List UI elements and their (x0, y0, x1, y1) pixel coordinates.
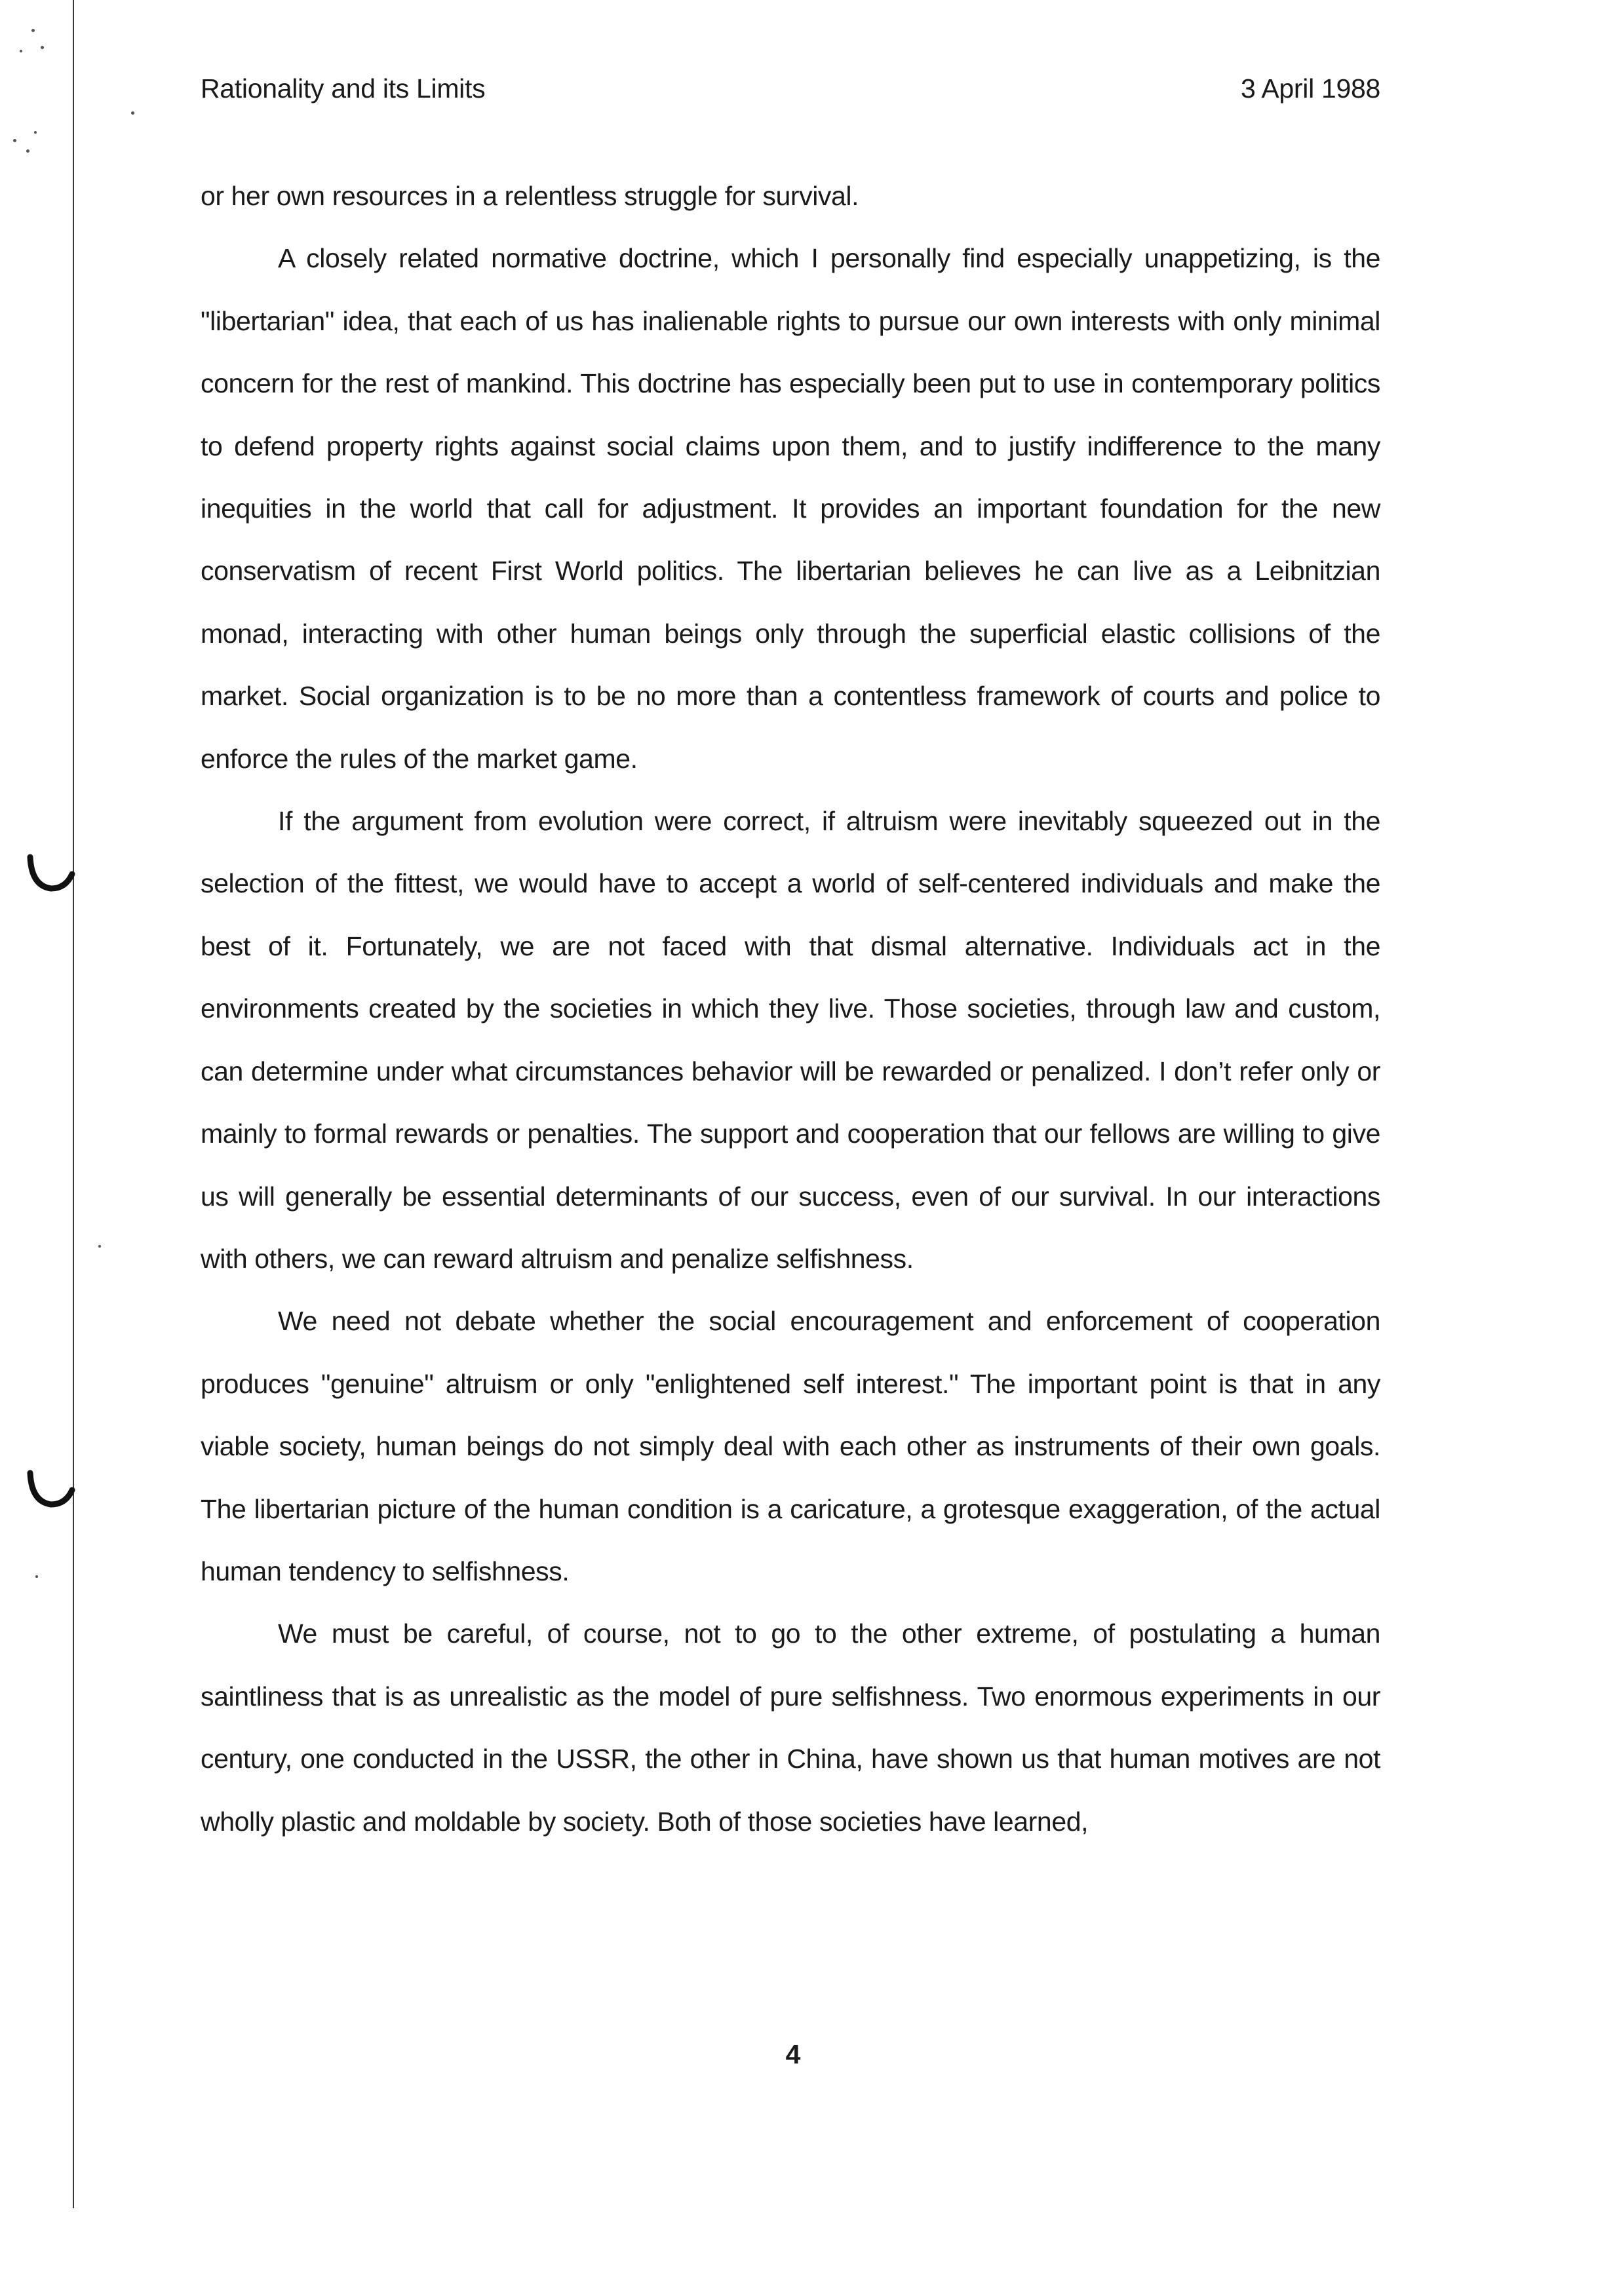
body-text (201, 165, 1380, 1853)
scan-speck (20, 50, 22, 52)
document-title: Rationality and its Limits (201, 73, 486, 104)
paragraph: If the argument from evolution were correct, if altruism were inevitably squeezed out in the selection of the fittest, we would have to accept a world of self-centered individuals and make the best of it. Fortunately, we are not faced with that dismal alternative. Individuals act in the environments created by the societies in which they live. Those societies, through law and custom, can determine under what circumstances behavior will be rewarded or penalized. I don’t refer only or mainly to formal rewards or penalties. The support and cooperation that our fellows are willing to give us will generally be essential determinants of our success, even of our survival. In our interactions with others, we can reward altruism and penalize selfishness. (201, 806, 1380, 1274)
scan-speck (34, 131, 37, 134)
scan-speck (131, 111, 134, 115)
scan-speck (13, 139, 16, 142)
paragraph: A closely related normative doctrine, which I personally find especially unappetizing, is the "libertarian" idea, that each of us has inalienable rights to pursue our own interests with only minimal concern for the rest of mankind. This doctrine has especially been put to use in contemporary politics to defend property rights against social claims upon them, and to justify indifference to the many inequities in the world that call for adjustment. It provides an important foundation for the new conservatism of recent First World politics. The libertarian believes he can live as a Leibnitzian monad, interacting with other human beings only through the superficial elastic collisions of the market. Social organization is to be no more than a contentless framework of courts and police to enforce the rules of the market game. (201, 243, 1380, 774)
scan-speck (35, 1575, 38, 1578)
binding-hole-mark-lower (25, 1461, 77, 1514)
scan-speck (31, 29, 35, 32)
scan-speck (98, 1245, 101, 1248)
scan-speck (41, 46, 44, 49)
scan-speck (26, 149, 29, 153)
binding-edge-line (73, 0, 74, 2208)
document-date: 3 April 1988 (1241, 73, 1380, 104)
binding-hole-mark-upper (25, 845, 77, 898)
paragraph-continuation: or her own resources in a relentless struggle for survival. (201, 181, 859, 211)
paragraph: We must be careful, of course, not to go to the other extreme, of postulating a human saintliness that is as unrealistic as the model of pure selfishness. Two enormous experiments in our century, one conducted in the USSR, the other in China, have shown us that human motives are not wholly plastic and moldable by society. Both of those societies have learned, (201, 1618, 1380, 1837)
page-number: 4 (785, 2039, 801, 2069)
running-header (201, 73, 1380, 113)
paragraph: We need not debate whether the social encouragement and enforcement of cooperation produces "genuine" altruism or only "enlightened self interest." The important point is that in any viable society, human beings do not simply deal with each other as instruments of their own goals. The libertarian picture of the human condition is a caricature, a grotesque exaggeration, of the actual human tendency to selfishness. (201, 1306, 1380, 1586)
